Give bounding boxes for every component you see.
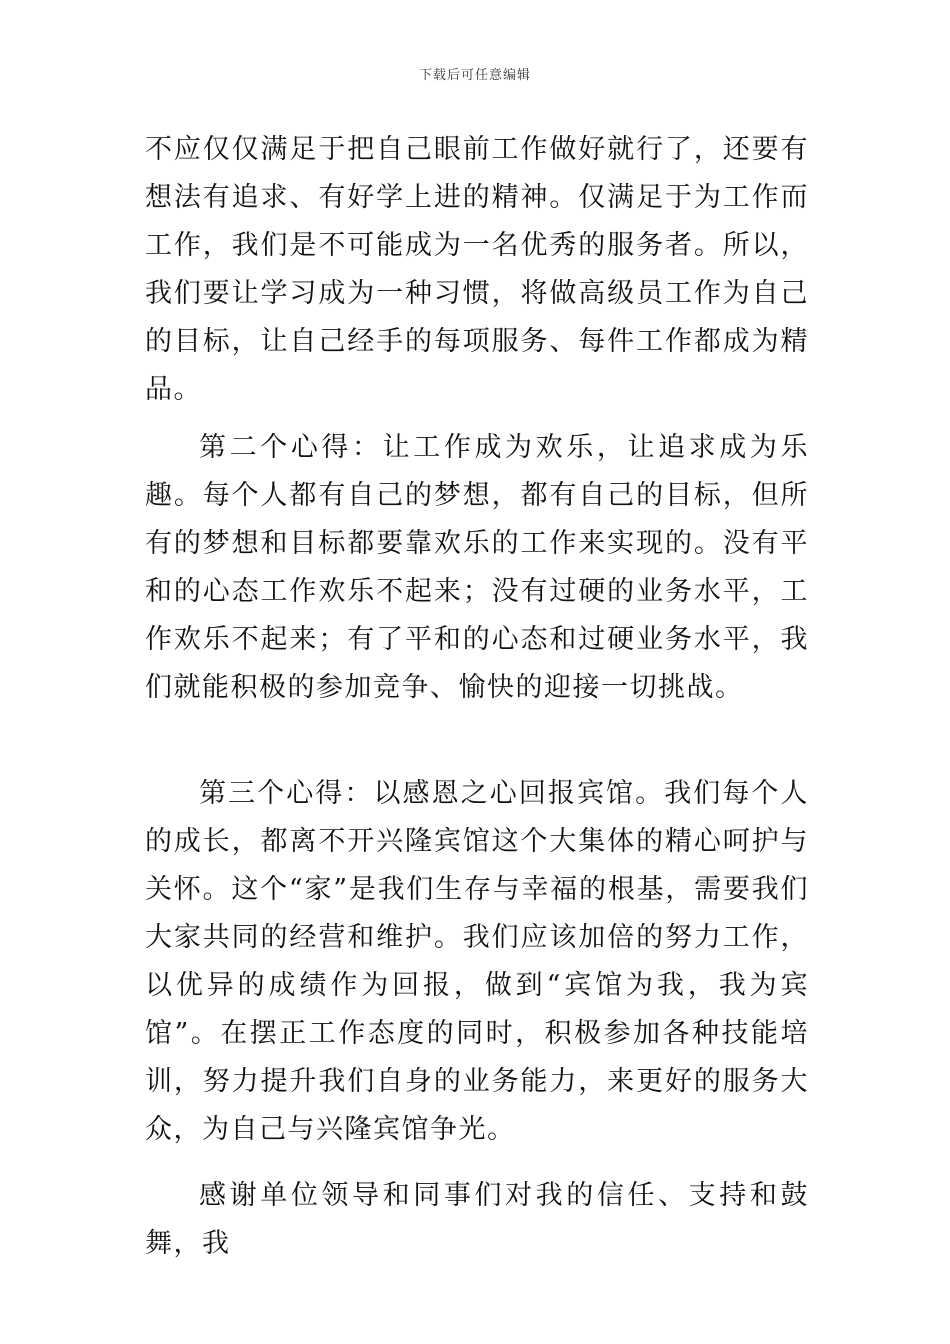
header-note: 下载后可任意编辑 [418, 68, 531, 83]
paragraph-continuation: 不应仅仅满足于把自己眼前工作做好就行了，还要有想法有追求、有好学上进的精神。仅满足于为工作而工作，我们是不可能成为一名优秀的服务者。所以，我们要让学习成为一种习惯，将做高级员工作为自己的目标，让自己经手的每项服务、每件工作都成为精品。 [145, 134, 809, 405]
paragraph-third-insight: 第三个心得：以感恩之心回报宾馆。我们每个人的成长，都离不开兴隆宾馆这个大集体的精心呵护与关怀。这个“家”是我们生存与幸福的根基，需要我们大家共同的经营和维护。我们应该加倍的努力工作，以优异的成绩作为回报，做到“宾馆为我，我为宾馆”。在摆正工作态度的同时，积极参加各种技能培训，努力提升我们自身的业务能力，来更好的服务大众，为自己与兴隆宾馆争光。 [145, 778, 809, 1145]
paragraph-second-insight: 第二个心得：让工作成为欢乐，让追求成为乐趣。每个人都有自己的梦想，都有自己的目标，但所有的梦想和目标都要靠欢乐的工作来实现的。没有平和的心态工作欢乐不起来；没有过硬的业务水平，工作欢乐不起来；有了平和的心态和过硬业务水平，我们就能积极的参加竞争、愉快的迎接一切挑战。 [145, 432, 809, 703]
paragraph-thanks: 感谢单位领导和同事们对我的信任、支持和鼓舞，我 [145, 1180, 809, 1259]
